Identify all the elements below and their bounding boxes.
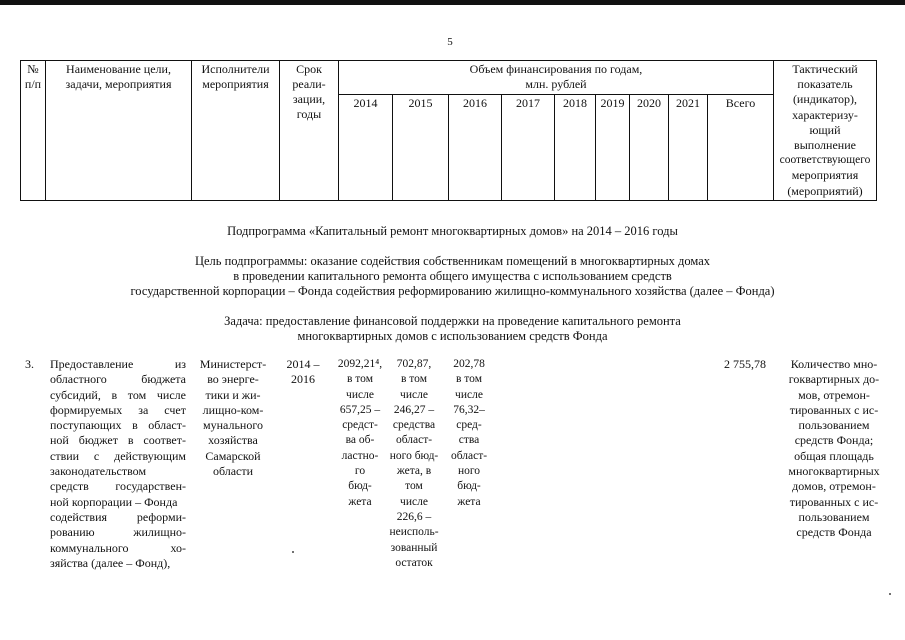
cell-line: в том — [401, 373, 427, 386]
row-executors — [196, 357, 270, 479]
cell-line: ва об- — [345, 434, 375, 447]
header-indicator-cell: Тактический показатель (индикатор), характеризу- ющий выполнение соответствующего мероприятия (мероприятий) — [774, 61, 877, 201]
cell-line: Министерст- — [199, 357, 267, 371]
cell-line: ного — [457, 465, 481, 478]
cell-line: 657,25 – — [339, 403, 381, 416]
cell-line: средст- — [342, 419, 378, 432]
cell-line: в том — [347, 373, 373, 386]
cell-line: хозяйства — [208, 433, 258, 448]
year-2014-header: 2014 — [339, 94, 393, 200]
cell-line: общая площадь — [794, 448, 874, 463]
cell-line: средства — [392, 419, 436, 432]
year-2015-header: 2015 — [393, 94, 449, 200]
cell-line: сред- — [456, 419, 482, 432]
cell-line: 246,27 – — [393, 403, 435, 416]
cell-line: 76,32– — [453, 403, 485, 416]
year-2018-header: 2018 — [555, 94, 596, 200]
cell-line: в том — [456, 373, 482, 386]
top-border-bar — [0, 0, 905, 5]
cell-line: ной корпорации – Фонда — [50, 494, 178, 509]
cell-line: Самарской — [205, 448, 261, 463]
cell-line: рованию жилищно- — [50, 525, 186, 540]
cell-line: 2092,21⁴, — [337, 358, 383, 370]
cell-line: во энерге- — [207, 372, 259, 387]
cell-line: коммунального хо- — [50, 540, 186, 555]
cell-line: тики и жи- — [205, 387, 261, 402]
row-term — [284, 357, 322, 388]
cell-line: жета, в — [396, 465, 432, 478]
cell-line: формируемых за счет — [50, 402, 186, 417]
cell-line: тированных с ис- — [789, 402, 879, 417]
row-value-2016 — [447, 357, 491, 510]
cell-line: Количество мно- — [790, 357, 878, 371]
cell-line: 202,78 — [453, 358, 485, 370]
year-2020-header: 2020 — [630, 94, 669, 200]
cell-line: бюд- — [348, 480, 372, 493]
cell-line: гоквартирных до- — [788, 372, 880, 387]
cell-line: том — [405, 480, 423, 493]
header-term-cell: Срок реали- зации, годы — [280, 61, 339, 201]
cell-line: числе — [400, 495, 428, 508]
cell-line: числе — [346, 388, 374, 401]
cell-line: числе — [455, 388, 483, 401]
cell-line: лищно-ком- — [202, 402, 264, 417]
page-number: 5 — [447, 36, 453, 48]
cell-line: тированных с ис- — [789, 494, 879, 509]
cell-line: ластно- — [341, 449, 379, 462]
cell-line: го — [354, 465, 366, 478]
cell-line: домов, отремон- — [792, 479, 876, 494]
year-2016-header: 2016 — [449, 94, 502, 200]
row-value-2014 — [336, 357, 384, 510]
cell-line: Предоставление из — [50, 357, 186, 371]
cell-line: област- — [395, 434, 433, 447]
subprogram-goal: Цель подпрограммы: оказание содействия собственникам помещений в многоквартирных домах в проведении капитального ремонта общего имущества с использованием средств государственной корпорации – Фонда содействия реформированию жилищно-коммунального хозяйства (далее – Фонда) — [130, 254, 775, 298]
cell-line: содействия реформи- — [50, 509, 186, 524]
cell-line: области — [212, 464, 254, 479]
cell-line: 226,6 – — [396, 510, 432, 523]
row-description — [50, 357, 186, 571]
cell-line: неисполь- — [389, 526, 439, 539]
cell-line: жета — [457, 495, 481, 508]
row-total: 2 755,78 — [724, 357, 766, 371]
cell-line: 702,87, — [396, 358, 432, 370]
year-2021-header: 2021 — [669, 94, 708, 200]
cell-line: бюд- — [457, 480, 481, 493]
cell-line: жета — [348, 495, 372, 508]
header-table — [20, 60, 877, 201]
total-header: Всего — [708, 94, 774, 200]
cell-line: пользованием — [798, 509, 870, 524]
cell-line: областного бюджета — [50, 372, 186, 387]
cell-line: мунального — [203, 418, 263, 433]
subprogram-title: Подпрограмма «Капитальный ремонт многоквартирных домов» на 2014 – 2016 годы — [227, 224, 678, 238]
cell-line: поступающих в област- — [50, 418, 186, 433]
cell-line: средств государствен- — [50, 479, 186, 494]
cell-line: област- — [450, 449, 488, 462]
header-name-cell: Наименование цели, задачи, мероприятия — [46, 61, 192, 201]
subprogram-task: Задача: предоставление финансовой поддержки на проведение капитального ремонта многоквартирных домов с использованием средств Фонда — [224, 314, 681, 343]
year-2017-header: 2017 — [502, 94, 555, 200]
cell-line: субсидий, в том числе — [50, 387, 186, 402]
header-number-cell: № п/п — [21, 61, 46, 201]
cell-line: ного бюд- — [389, 449, 439, 462]
cell-line: ства — [458, 434, 480, 447]
cell-line: зованный — [390, 541, 438, 554]
cell-line: зяйства (далее – Фонд), — [50, 555, 171, 570]
header-executors-cell: Исполнители мероприятия — [192, 61, 280, 201]
cell-line: 2014 – — [286, 357, 320, 371]
cell-line: средств Фонда; — [794, 433, 874, 448]
cell-line: средств Фонда — [796, 525, 872, 540]
year-2019-header: 2019 — [596, 94, 630, 200]
cell-line: законодательством — [50, 464, 147, 479]
scan-speck — [889, 593, 891, 595]
cell-line: мов, отремон- — [798, 387, 870, 402]
cell-line: ной бюджет в соответ- — [50, 433, 186, 448]
cell-line: ствии с действующим — [50, 448, 186, 463]
cell-line: многоквартирных — [788, 464, 880, 479]
row-number: 3. — [25, 357, 34, 371]
cell-line: пользованием — [798, 418, 870, 433]
cell-line: остаток — [395, 556, 433, 569]
cell-line: числе — [400, 388, 428, 401]
header-financing-cell: Объем финансирования по годам, млн. рублей — [339, 61, 774, 95]
scan-speck — [292, 551, 294, 553]
cell-line: 2016 — [291, 372, 315, 387]
row-value-2015 — [389, 357, 439, 571]
row-indicator — [779, 357, 889, 541]
